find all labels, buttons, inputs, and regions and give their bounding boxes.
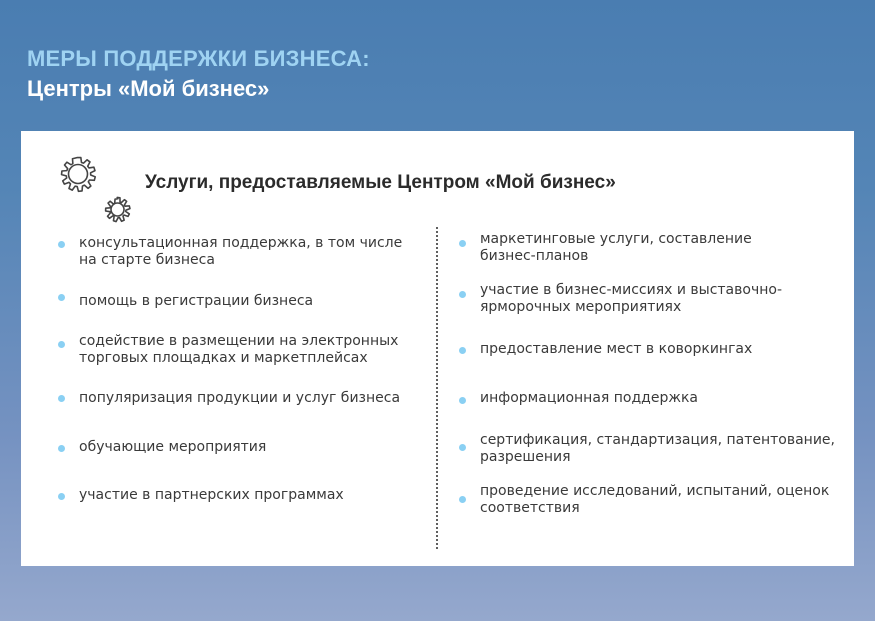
list-item: информационная поддержка: [480, 390, 698, 406]
list-item: маркетинговые услуги, составление бизнес-планов: [480, 231, 752, 264]
bullet-icon: [58, 395, 65, 402]
services-card: [21, 131, 854, 566]
card-title: Услуги, предоставляемые Центром «Мой бизнес»: [145, 172, 616, 193]
list-item: обучающие мероприятия: [79, 439, 267, 455]
bullet-icon: [459, 347, 466, 354]
bullet-icon: [459, 291, 466, 298]
header-subtitle: Центры «Мой бизнес»: [27, 76, 270, 101]
list-item: участие в партнерских программах: [79, 487, 344, 503]
list-item: сертификация, стандартизация, патентование, разрешения: [480, 432, 835, 465]
column-divider: [436, 227, 438, 549]
bullet-icon: [459, 397, 466, 404]
list-item: предоставление мест в коворкингах: [480, 341, 753, 357]
list-item: помощь в регистрации бизнеса: [79, 293, 314, 309]
list-item: популяризация продукции и услуг бизнеса: [79, 390, 401, 406]
bullet-icon: [58, 241, 65, 248]
bullet-icon: [58, 445, 65, 452]
bullet-icon: [58, 493, 65, 500]
list-item: участие в бизнес-миссиях и выставочно- ярморочных мероприятиях: [480, 282, 782, 315]
gears-icon: [47, 149, 135, 227]
list-item: проведение исследований, испытаний, оценок соответствия: [480, 483, 830, 516]
header-title: МЕРЫ ПОДДЕРЖКИ БИЗНЕСА:: [27, 46, 370, 71]
bullet-icon: [459, 444, 466, 451]
bullet-icon: [459, 496, 466, 503]
bullet-icon: [58, 341, 65, 348]
list-item: консультационная поддержка, в том числе на старте бизнеса: [79, 235, 403, 268]
bullet-icon: [58, 294, 65, 301]
header: [27, 44, 370, 104]
bullet-icon: [459, 240, 466, 247]
list-item: содействие в размещении на электронных торговых площадках и маркетплейсах: [79, 333, 399, 366]
